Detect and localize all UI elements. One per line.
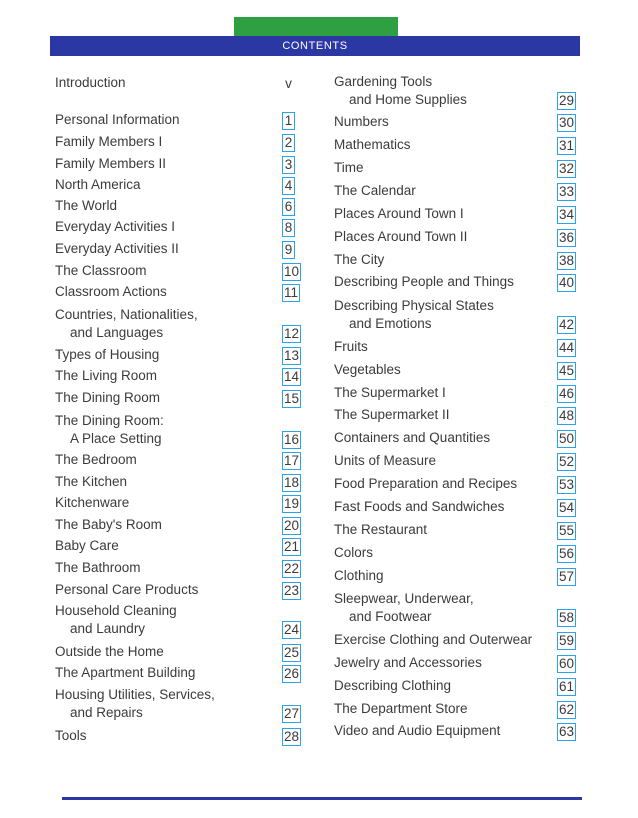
toc-entry[interactable] [334,228,467,246]
toc-page-number[interactable]: 11 [284,285,299,300]
toc-entry-title: Outside the Home [55,644,164,659]
toc-page-number[interactable]: 38 [559,253,575,268]
toc-entry[interactable] [334,475,517,493]
toc-entry-title: Units of Measure [334,453,437,468]
toc-entry[interactable] [55,581,198,599]
toc-entry-title: The Calendar [334,183,416,198]
toc-entry-title: and Home Supplies [349,92,467,107]
toc-page-number[interactable]: 32 [559,161,575,176]
toc-entry[interactable] [334,205,464,223]
toc-page-number[interactable]: 17 [284,453,300,468]
toc-page-number[interactable]: 50 [559,431,575,446]
toc-page-number[interactable]: 57 [559,569,575,584]
toc-entry-title: The Baby's Room [55,517,162,532]
toc-entry[interactable] [334,677,451,695]
toc-entry-title: The Supermarket I [334,385,446,400]
toc-entry[interactable] [55,346,159,364]
toc-page-number[interactable]: v [285,76,292,91]
toc-entry-title: Describing Physical States [334,298,494,313]
toc-entry[interactable] [55,389,160,407]
toc-entry[interactable] [334,384,446,402]
toc-entry[interactable] [55,74,126,92]
toc-entry-title: Housing Utilities, Services, [55,687,215,702]
toc-entry[interactable] [334,631,532,649]
toc-entry-title: Tools [55,728,87,743]
toc-entry[interactable] [334,338,368,356]
toc-entry-title: North America [55,177,141,192]
toc-entry-title: Clothing [334,568,384,583]
toc-entry-title: and Laundry [70,621,146,636]
toc-page-number[interactable]: 26 [284,666,300,681]
toc-entry-title: The City [334,252,385,267]
toc-entry[interactable] [334,521,427,539]
toc-page-number[interactable]: 19 [284,496,300,511]
toc-page-number[interactable]: 4 [282,177,295,195]
toc-entry-title: and Footwear [349,609,432,624]
toc-entry[interactable] [55,283,167,301]
toc-page-number[interactable]: 21 [284,539,300,554]
toc-entry-title: and Repairs [70,705,143,720]
toc-page-number[interactable]: 1 [282,112,295,130]
toc-entry[interactable] [55,516,162,534]
toc-entry[interactable] [55,111,180,129]
toc-page-number[interactable]: 33 [559,184,575,199]
toc-page-number[interactable]: 61 [559,679,575,694]
toc-page-number[interactable]: 27 [284,706,300,721]
toc-entry-title: Family Members II [55,156,167,171]
toc-entry-title: The Kitchen [55,474,128,489]
toc-page-number[interactable]: 8 [282,219,295,237]
toc-entry-title: Classroom Actions [55,284,167,299]
toc-page-number[interactable]: 18 [284,475,300,490]
toc-entry-title: Numbers [334,114,389,129]
toc-entry[interactable] [334,498,504,516]
toc-entry[interactable] [55,643,164,661]
toc-entry-title: The Apartment Building [55,665,196,680]
toc-page-number[interactable]: 63 [559,724,575,739]
toc-page-number[interactable]: 22 [284,561,300,576]
toc-entry-title: Describing People and Things [334,274,514,289]
toc-page-number[interactable]: 10 [284,264,300,279]
toc-entry-title: Household Cleaning [55,603,177,618]
toc-entry[interactable] [55,240,179,258]
toc-entry-title: The Dining Room [55,390,161,405]
toc-page-number[interactable]: 46 [559,386,575,401]
toc-entry-title: Everyday Activities I [55,219,176,234]
toc-entry[interactable] [55,473,127,491]
toc-entry-title: The Restaurant [334,522,428,537]
toc-page-number[interactable]: 20 [284,518,300,533]
toc-entry-title: The Dining Room: [55,413,164,428]
toc-entry[interactable] [55,197,117,215]
toc-page-number[interactable]: 13 [284,348,300,363]
toc-entry[interactable] [334,654,482,672]
toc-page-number[interactable]: 31 [559,138,575,153]
toc-entry[interactable] [334,406,450,424]
toc-page-number[interactable]: 25 [284,645,300,660]
toc-entry[interactable] [334,297,494,333]
toc-entry-title: Everyday Activities II [55,241,179,256]
toc-entry-title: The Classroom [55,263,147,278]
toc-entry-title: Colors [334,545,374,560]
toc-entry[interactable] [334,452,436,470]
toc-entry[interactable] [55,537,119,555]
toc-page-number[interactable]: 42 [559,317,575,332]
toc-entry-title: The Living Room [55,368,158,383]
footer-rule [62,797,582,800]
toc-entry[interactable] [55,155,166,173]
toc-page-number[interactable]: 29 [559,93,575,108]
toc-entry[interactable] [55,727,87,745]
toc-page-number[interactable]: 48 [559,408,575,423]
toc-entry-title: Exercise Clothing and Outerwear [334,632,533,647]
toc-entry[interactable] [334,544,373,562]
toc-page-number[interactable]: 15 [284,391,300,406]
toc-entry[interactable] [334,251,384,269]
toc-entry[interactable] [55,262,147,280]
toc-entry-title: Jewelry and Accessories [334,655,482,670]
toc-entry-title: Gardening Tools [334,74,433,89]
toc-entry[interactable] [55,664,195,682]
toc-page-number[interactable]: 28 [284,729,300,744]
toc-page-number[interactable]: 36 [559,230,575,245]
toc-page-number[interactable]: 62 [559,702,575,717]
toc-page-number[interactable]: 14 [284,369,300,384]
toc-entry[interactable] [55,451,137,469]
toc-entry[interactable] [334,590,474,626]
toc-page-number[interactable]: 55 [559,523,575,538]
toc-page-number[interactable]: 60 [559,656,575,671]
toc-entry[interactable] [334,700,468,718]
toc-entry[interactable] [55,306,198,342]
toc-entry-title: Places Around Town II [334,229,468,244]
toc-page-number[interactable]: 52 [559,454,575,469]
toc-entry[interactable] [334,567,384,585]
toc-entry-title: The Bedroom [55,452,137,467]
toc-page-number[interactable]: 23 [284,583,300,598]
toc-entry-title: and Emotions [349,316,432,331]
toc-page-number[interactable]: 34 [559,207,575,222]
toc-entry[interactable] [55,218,175,236]
toc-page-number[interactable]: 44 [559,340,575,355]
toc-page-number[interactable]: 54 [559,500,575,515]
toc-entry-title: Describing Clothing [334,678,452,693]
toc-entry[interactable] [334,113,389,131]
toc-entry-title: Kitchenware [55,495,130,510]
toc-entry[interactable] [334,73,467,109]
toc-page-number[interactable]: 40 [559,275,575,290]
toc-entry[interactable] [55,559,141,577]
toc-entry-title: The World [55,198,118,213]
toc-entry[interactable] [55,367,157,385]
toc-entry-title: Family Members I [55,134,163,149]
toc-entry[interactable] [55,133,162,151]
toc-entry[interactable] [334,273,514,291]
toc-entry-title: Fruits [334,339,368,354]
toc-page-number[interactable]: 16 [284,432,300,447]
toc-entry[interactable] [55,176,141,194]
toc-page-number[interactable]: 3 [282,156,295,174]
toc-entry[interactable] [334,722,500,740]
toc-entry-title: Places Around Town I [334,206,464,221]
toc-entry-title: Food Preparation and Recipes [334,476,518,491]
toc-entry-title: The Supermarket II [334,407,450,422]
toc-entry-title: Mathematics [334,137,411,152]
toc-entry-title: Personal Information [55,112,180,127]
toc-entry-title: Fast Foods and Sandwiches [334,499,505,514]
toc-page-number[interactable]: 2 [282,134,295,152]
toc-page-number[interactable]: 9 [282,241,295,259]
toc-entry-title: The Bathroom [55,560,141,575]
toc-page-number[interactable]: 45 [559,363,575,378]
toc-entry[interactable] [55,412,164,448]
toc-entry-title: Vegetables [334,362,401,377]
toc-page-number[interactable]: 24 [284,622,300,637]
toc-page-number[interactable]: 30 [559,115,575,130]
toc-entry-title: Types of Housing [55,347,160,362]
toc-entry-title: Video and Audio Equipment [334,723,501,738]
toc-entry[interactable] [334,182,416,200]
toc-page-number[interactable]: 53 [559,477,575,492]
page-title: CONTENTS [282,40,348,52]
contents-banner [50,36,580,56]
toc-page-number[interactable]: 56 [559,546,575,561]
toc-entry[interactable] [55,494,129,512]
toc-entry[interactable] [334,429,490,447]
toc-entry[interactable] [334,159,364,177]
toc-entry-title: Baby Care [55,538,119,553]
toc-entry-title: Introduction [55,75,126,90]
toc-entry-title: and Languages [70,325,164,340]
toc-entry-title: Time [334,160,364,175]
toc-entry-title: A Place Setting [70,431,162,446]
toc-entry[interactable] [334,136,411,154]
toc-entry-title: Personal Care Products [55,582,199,597]
header-tab [234,17,398,36]
toc-entry[interactable] [334,361,401,379]
toc-page-number[interactable]: 6 [282,198,295,216]
toc-entry-title: Containers and Quantities [334,430,491,445]
toc-page-number[interactable]: 58 [559,610,575,625]
toc-entry[interactable] [55,602,177,638]
toc-page-number[interactable]: 59 [559,633,575,648]
toc-page-number[interactable]: 12 [284,326,300,341]
toc-entry-title: The Department Store [334,701,468,716]
toc-entry[interactable] [55,686,215,722]
toc-entry-title: Sleepwear, Underwear, [334,591,474,606]
toc-entry-title: Countries, Nationalities, [55,307,198,322]
